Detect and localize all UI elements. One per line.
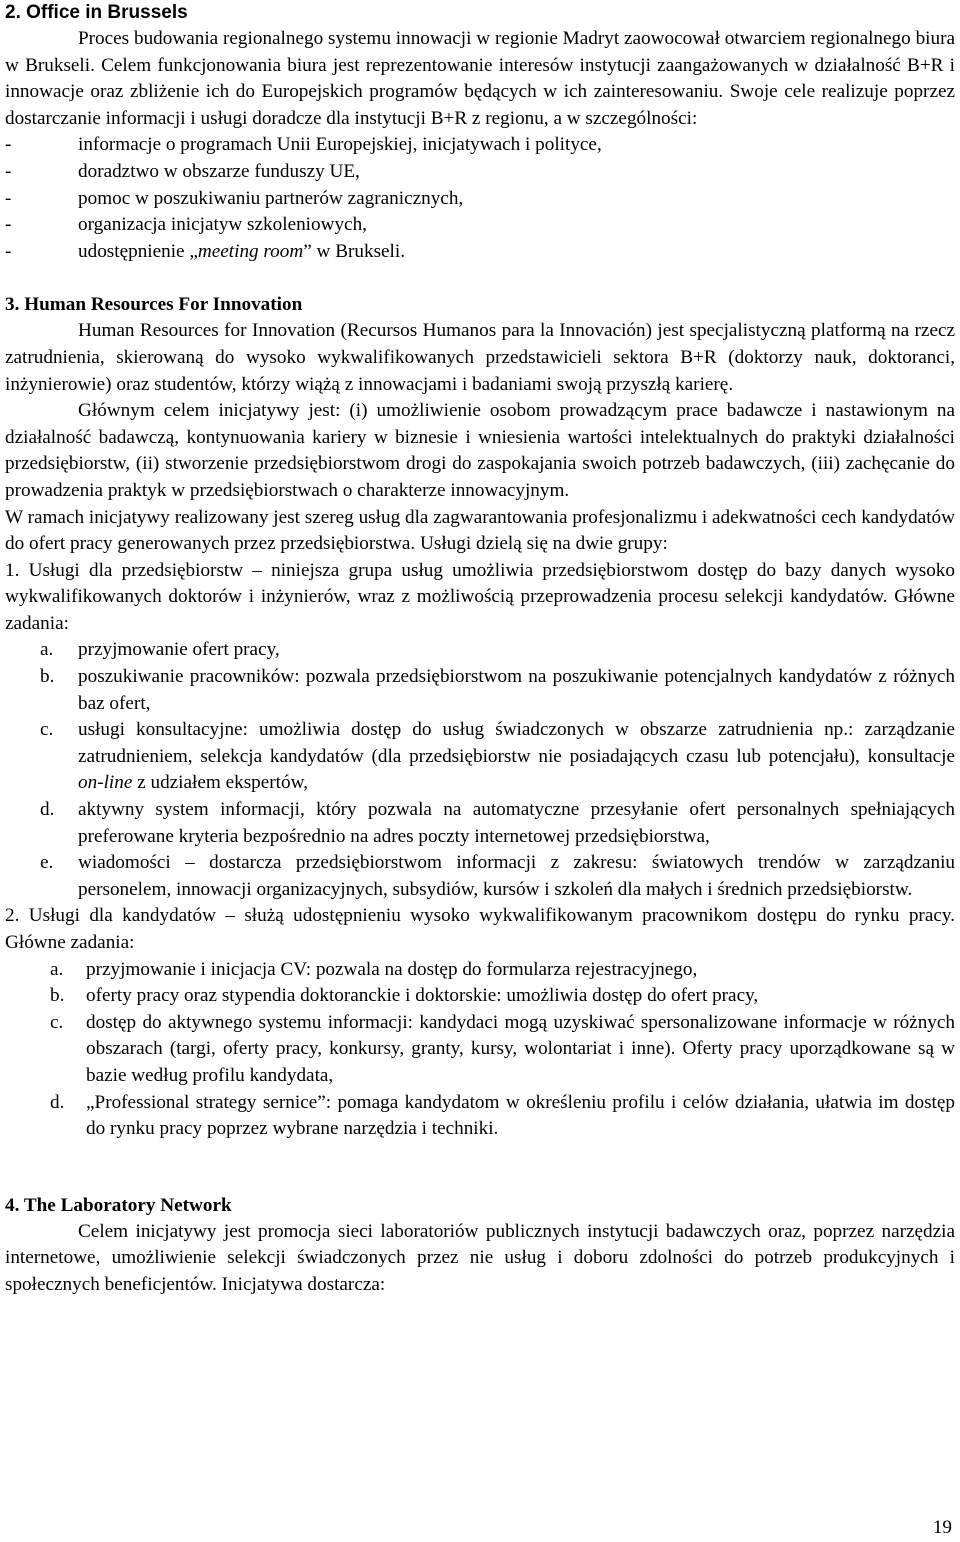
section-2-bullet-list xyxy=(5,132,955,265)
dash-marker: - xyxy=(5,187,12,209)
page-number: 19 xyxy=(932,1517,952,1538)
list-item: e. wiadomości – dostarcza przedsiębiorstwom informacji z zakresu: światowych trendów w zarządzaniu personelem, innowacji organizacyjnych, subsydiów, kursów i szkoleń dla małych i średnich przedsiębiorstw. xyxy=(40,852,955,900)
services-group-2-intro: 2. Usługi dla kandydatów – służą udostępnieniu wysoko wykwalifikowanym pracownikom dostępu do rynku pracy. Główne zadania: xyxy=(5,905,955,953)
dash-marker: - xyxy=(5,134,12,156)
section-2-heading: 2. Office in Brussels xyxy=(5,2,188,23)
list-item: d. aktywny system informacji, który pozwala na automatyczne przesyłanie ofert personalnych spełniających preferowane kryteria bezpośrednio na adres poczty internetowej przedsiębiorstwa, xyxy=(40,799,955,847)
dash-marker: - xyxy=(5,240,12,262)
list-item: b. oferty pracy oraz stypendia doktoranckie i doktorskie: umożliwia dostęp do ofert pracy, xyxy=(50,985,759,1007)
list-item: - pomoc w poszukiwaniu partnerów zagranicznych, xyxy=(5,186,955,213)
list-item: - udostępnienie „meeting room” w Brukseli. xyxy=(5,239,955,266)
list-item: - doradztwo w obszarze funduszy UE, xyxy=(5,159,955,186)
spacer xyxy=(5,1143,955,1193)
list-item: c. dostęp do aktywnego systemu informacji: kandydaci mogą uzyskiwać spersonalizowane informacje w różnych obszarach (targi, oferty pracy, konkursy, granty, kursy, wolontariat i inne). Oferty pracy uporządkowane są w bazie według profilu kandydata, xyxy=(50,1011,955,1086)
section-3-paragraph-2: Głównym celem inicjatywy jest: (i) umożliwienie osobom prowadzącym prace badawcze i nastawionym na działalność badawczą, kontynuowania kariery w biznesie i wniesienia wartości intelektualnych do praktyki działalności przedsiębiorstw, (ii) stworzenie przedsiębiorstwom drogi do zaspokajania swoich potrzeb badawczych, (iii) zachęcanie do prowadzenia praktyk w przedsiębiorstwach o charakterze innowacyjnym. xyxy=(5,400,955,501)
section-4-paragraph-1: Celem inicjatywy jest promocja sieci laboratoriów publicznych instytucji badawczych oraz, poprzez narzędzia internetowe, umożliwienie selekcji świadczonych przez nie usług i doboru zdolności do potrzeb produkcyjnych i społecznych beneficjentów. Inicjatywa dostarcza: xyxy=(5,1220,955,1295)
list-item: d. „Professional strategy sernice”: pomaga kandydatom w określeniu profilu i celów działania, ułatwia im dostęp do rynku pracy poprzez wybrane narzędzia i techniki. xyxy=(50,1091,955,1140)
list-item: - informacje o programach Unii Europejskiej, inicjatywach i polityce, xyxy=(5,132,955,159)
list-item: b. poszukiwanie pracowników: pozwala przedsiębiorstwom na poszukiwanie potencjalnych kandydatów z różnych baz ofert, xyxy=(40,666,955,714)
dash-marker: - xyxy=(5,160,12,182)
document-page xyxy=(5,0,955,1299)
section-4-heading: 4. The Laboratory Network xyxy=(5,1194,232,1216)
services-group-1-list xyxy=(5,637,955,903)
spacer xyxy=(5,265,955,292)
section-2-intro: Proces budowania regionalnego systemu innowacji w regionie Madryt zaowocował otwarciem regionalnego biura w Brukseli. Celem funkcjonowania biura jest reprezentowanie interesów instytucji zaangażowanych w działalność B+R i innowacje oraz zbliżenie ich do Europejskich programów będących w ich zainteresowaniu. Swoje cele realizuje poprzez dostarczanie informacji i usługi doradcze dla instytucji B+R z regionu, a w szczególności: xyxy=(5,28,955,129)
dash-marker: - xyxy=(5,214,12,236)
list-item: a. przyjmowanie ofert pracy, xyxy=(40,639,280,661)
section-3-paragraph-3: W ramach inicjatywy realizowany jest szereg usług dla zagwarantowania profesjonalizmu i adekwatności cech kandydatów do ofert pracy generowanych przez przedsiębiorstwa. Usługi dzielą się na dwie grupy: xyxy=(5,506,955,555)
list-item: c. usługi konsultacyjne: umożliwia dostęp do usług świadczonych w obszarze zatrudnienia np.: zarządzanie zatrudnieniem, selekcja kandydatów (dla przedsiębiorstw nie posiadających czasu lub potencjału), konsultacje on-line z udziałem ekspertów, xyxy=(40,719,955,794)
services-group-2-list xyxy=(5,957,955,1143)
section-3-heading: 3. Human Resources For Innovation xyxy=(5,294,303,316)
services-group-1-intro: 1. Usługi dla przedsiębiorstw – niniejsza grupa usług umożliwia przedsiębiorstwom dostęp do bazy danych wysoko wykwalifikowanych doktorów i inżynierów, wraz z możliwością przeprowadzenia procesu selekcji kandydatów. Główne zadania: xyxy=(5,559,955,634)
list-item: a. przyjmowanie i inicjacja CV: pozwala na dostęp do formularza rejestracyjnego, xyxy=(50,958,698,980)
list-item: - organizacja inicjatyw szkoleniowych, xyxy=(5,212,955,239)
section-3-paragraph-1: Human Resources for Innovation (Recursos Humanos para la Innovación) jest specjalistyczną platformą na rzecz zatrudnienia, skierowaną do wysoko wykwalifikowanych przedstawicieli sektora B+R (doktorzy nauk, doktoranci, inżynierowie) oraz studentów, którzy wiążą z innowacjami i badaniami swoją przyszłą karierę. xyxy=(5,320,955,395)
